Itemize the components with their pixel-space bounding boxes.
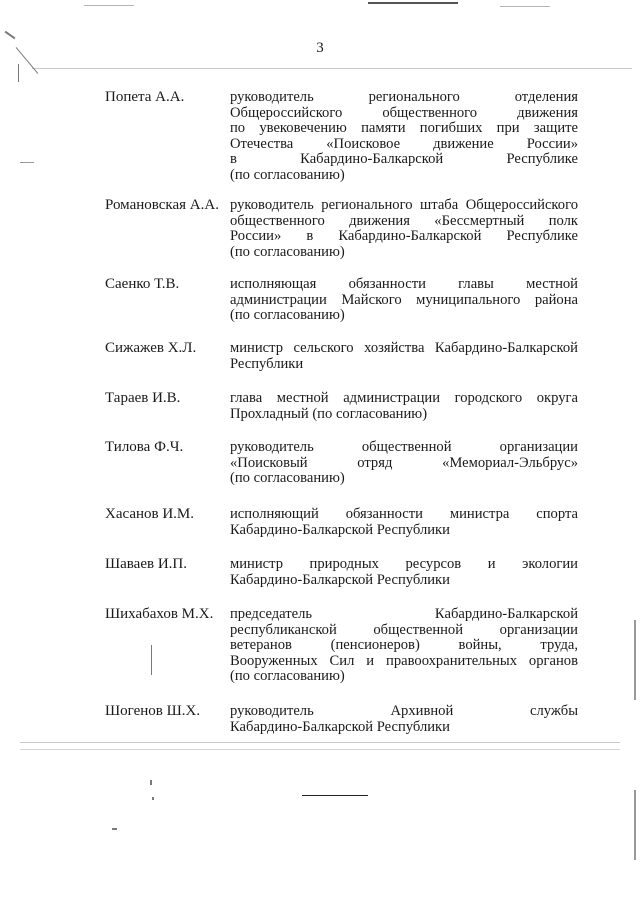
position-line: России» в Кабардино-Балкарской Республике (230, 228, 578, 244)
position-line: руководитель регионального штаба Общероссийского (230, 197, 578, 213)
margin-mark (20, 162, 34, 163)
member-name: Тараев И.В. (105, 390, 181, 406)
position-line: министр природных ресурсов и экологии (230, 556, 578, 572)
position-line: Отечества «Поисковое движение России» (230, 135, 578, 152)
member-position (230, 198, 578, 260)
member-name: Сижажев Х.Л. (105, 340, 197, 356)
position-line: министр сельского хозяйства Кабардино-Балкарской (230, 340, 578, 356)
member-name: Романовская А.А. (105, 197, 219, 213)
member-position (230, 391, 578, 422)
member-position (230, 557, 578, 588)
position-line: исполняющий обязанности министра спорта (230, 506, 578, 522)
member-position (230, 277, 578, 324)
member-name: Попета А.А. (105, 89, 185, 105)
scan-line-top (368, 2, 458, 4)
speck (150, 780, 152, 785)
scan-line-header (32, 68, 632, 69)
member-name: Шаваев И.П. (105, 556, 187, 572)
margin-mark (151, 645, 152, 675)
position-line: Республики (230, 355, 304, 372)
position-line: руководитель общественной организации (230, 439, 578, 455)
scan-line-top (500, 6, 550, 7)
position-line: по увековечению памяти погибших при защите (230, 120, 578, 136)
position-line: в Кабардино-Балкарской Республике (230, 151, 578, 167)
position-line: (по согласованию) (230, 470, 345, 486)
position-line: глава местной администрации городского округа (230, 390, 578, 406)
position-line: председатель Кабардино-Балкарской (230, 606, 578, 622)
position-line: ветеранов (пенсионеров) войны, труда, (230, 637, 578, 653)
scan-line-top (84, 5, 134, 6)
member-position (230, 607, 578, 685)
position-line: (по согласованию) (230, 307, 345, 323)
position-line: Вооруженных Сил и правоохранительных органов (230, 652, 578, 669)
member-position (230, 341, 578, 372)
corner-mark (5, 31, 16, 40)
member-name: Саенко Т.В. (105, 276, 180, 292)
scan-line-bottom (20, 749, 620, 750)
speck (152, 797, 154, 800)
member-position (230, 440, 578, 487)
member-name: Тилова Ф.Ч. (105, 439, 184, 455)
position-line: республиканской общественной организации (230, 621, 578, 638)
member-name: Хасанов И.М. (105, 506, 195, 522)
edge-mark (634, 620, 636, 700)
member-name: Шихабахов М.Х. (105, 606, 214, 622)
corner-mark (18, 64, 19, 82)
position-line: Прохладный (по согласованию) (230, 405, 428, 422)
page-number: 3 (316, 40, 324, 56)
closing-rule (302, 795, 368, 796)
position-line: «Поисковый отряд «Мемориал-Эльбрус» (230, 454, 578, 471)
position-line: (по согласованию) (230, 166, 345, 183)
edge-mark (634, 790, 636, 860)
position-line: Кабардино-Балкарской Республики (230, 571, 450, 588)
position-line: Кабардино-Балкарской Республики (230, 718, 450, 735)
member-position (230, 704, 578, 735)
position-line: общественного движения «Бессмертный полк (230, 212, 578, 229)
position-line: Общероссийского общественного движения (230, 104, 578, 121)
position-line: (по согласованию) (230, 243, 345, 260)
position-line: (по согласованию) (230, 668, 345, 684)
speck (112, 828, 117, 830)
member-name: Шогенов Ш.Х. (105, 703, 201, 719)
position-line: администрации Майского муниципального района (230, 291, 578, 308)
position-line: руководитель регионального отделения (230, 89, 578, 105)
position-line: исполняющая обязанности главы местной (230, 276, 578, 292)
member-position (230, 90, 578, 183)
position-line: Кабардино-Балкарской Республики (230, 521, 450, 538)
scan-line-bottom (20, 742, 620, 743)
member-position (230, 507, 578, 538)
position-line: руководитель Архивной службы (230, 703, 578, 719)
